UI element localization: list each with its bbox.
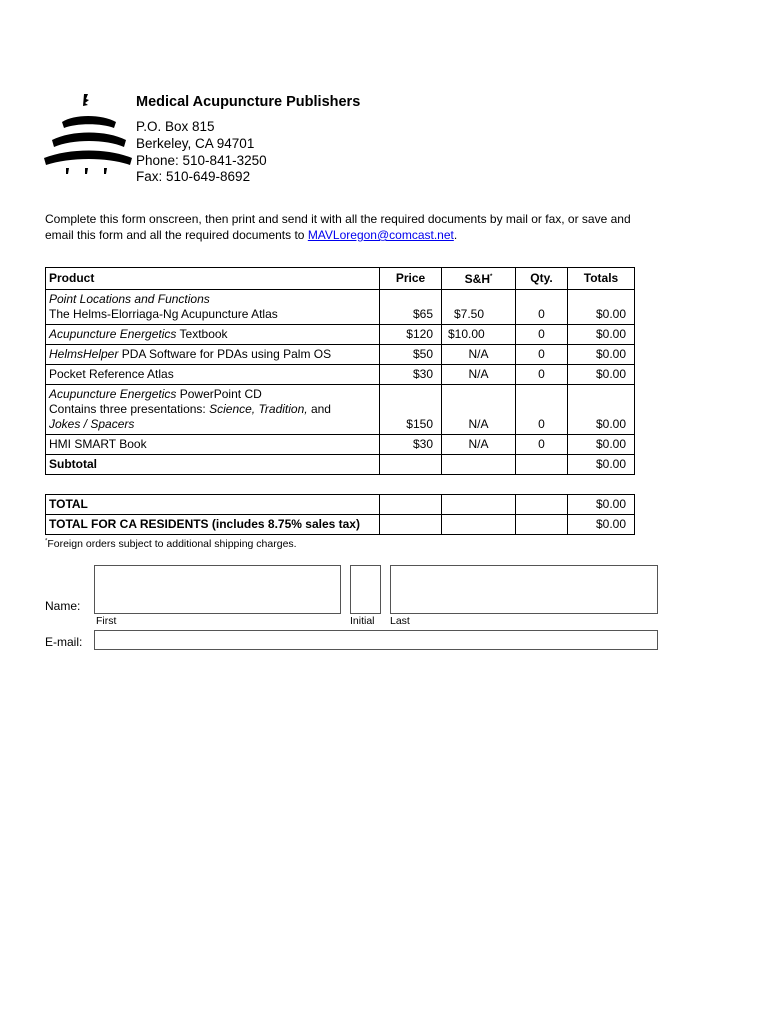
table-row — [46, 290, 635, 325]
qty-cell[interactable]: 0 — [516, 385, 568, 435]
qty-cell[interactable]: 0 — [516, 365, 568, 385]
address-line: Berkeley, CA 94701 — [136, 136, 255, 151]
fax-line: Fax: 510-649-8692 — [136, 169, 251, 184]
ca-total-value: $0.00 — [568, 515, 635, 535]
first-name-field[interactable] — [94, 565, 341, 614]
ca-total-row — [46, 515, 635, 535]
qty-cell[interactable]: 0 — [516, 290, 568, 325]
phone-line: Phone: 510-841-3250 — [136, 153, 267, 168]
header-price: Price — [380, 268, 442, 290]
product-cell: Acupuncture Energetics Textbook — [46, 325, 380, 345]
shipping-note: *Foreign orders subject to additional shipping charges. — [45, 538, 297, 550]
sh-cell: $7.50 — [442, 290, 516, 325]
total-cell: $0.00 — [568, 325, 635, 345]
email-link[interactable]: MAVLoregon@comcast.net — [307, 228, 454, 242]
total-value: $0.00 — [568, 495, 635, 515]
total-cell: $0.00 — [568, 365, 635, 385]
table-row — [46, 385, 635, 435]
product-cell: HMI SMART Book — [46, 435, 380, 455]
total-cell: $0.00 — [568, 290, 635, 325]
price-cell: $50 — [380, 345, 442, 365]
total-cell: $0.00 — [568, 435, 635, 455]
email-field[interactable] — [94, 630, 658, 650]
ca-total-label: TOTAL FOR CA RESIDENTS (includes 8.75% sales tax) — [46, 515, 380, 535]
price-cell: $30 — [380, 435, 442, 455]
price-cell: $150 — [380, 385, 442, 435]
table-row — [46, 435, 635, 455]
sh-cell: N/A — [442, 365, 516, 385]
instructions: Complete this form onscreen, then print and send it with all the required documents by mail or fax, or save and email this form and all the required documents to MAVLoregon@comcast.net. — [45, 212, 631, 242]
publisher-name: Medical Acupuncture Publishers — [136, 94, 361, 110]
publisher-logo — [44, 92, 132, 182]
sh-cell: N/A — [442, 345, 516, 365]
order-table — [45, 267, 635, 475]
header-totals: Totals — [568, 268, 635, 290]
initial-field[interactable] — [350, 565, 381, 614]
table-row — [46, 325, 635, 345]
total-row — [46, 495, 635, 515]
initial-caption: Initial — [350, 615, 375, 627]
product-cell: Pocket Reference Atlas — [46, 365, 380, 385]
subtotal-row — [46, 455, 635, 475]
qty-cell[interactable]: 0 — [516, 435, 568, 455]
header-product: Product — [46, 268, 380, 290]
price-cell: $65 — [380, 290, 442, 325]
table-row — [46, 345, 635, 365]
last-caption: Last — [390, 615, 410, 627]
subtotal-value: $0.00 — [568, 455, 635, 475]
subtotal-label: Subtotal — [46, 455, 380, 475]
totals-table — [45, 494, 635, 535]
total-label: TOTAL — [46, 495, 380, 515]
qty-cell[interactable]: 0 — [516, 325, 568, 345]
product-cell: HelmsHelper PDA Software for PDAs using Palm OS — [46, 345, 380, 365]
price-cell: $120 — [380, 325, 442, 345]
product-cell: Acupuncture Energetics PowerPoint CD Contains three presentations: Science, Tradition, and Jokes / Spacers — [46, 385, 380, 435]
total-cell: $0.00 — [568, 385, 635, 435]
header-qty: Qty. — [516, 268, 568, 290]
table-header-row — [46, 268, 635, 290]
last-name-field[interactable] — [390, 565, 658, 614]
name-label: Name: — [45, 599, 81, 613]
product-cell: Point Locations and Functions The Helms-Elorriaga-Ng Acupuncture Atlas — [46, 290, 380, 325]
qty-cell[interactable]: 0 — [516, 345, 568, 365]
total-cell: $0.00 — [568, 345, 635, 365]
first-caption: First — [96, 615, 117, 627]
address-line: P.O. Box 815 — [136, 119, 215, 134]
price-cell: $30 — [380, 365, 442, 385]
sh-cell: $10.00 — [442, 325, 516, 345]
email-label: E-mail: — [45, 635, 83, 649]
table-row — [46, 365, 635, 385]
header-sh: S&H* — [442, 268, 516, 290]
sh-cell: N/A — [442, 385, 516, 435]
sh-cell: N/A — [442, 435, 516, 455]
